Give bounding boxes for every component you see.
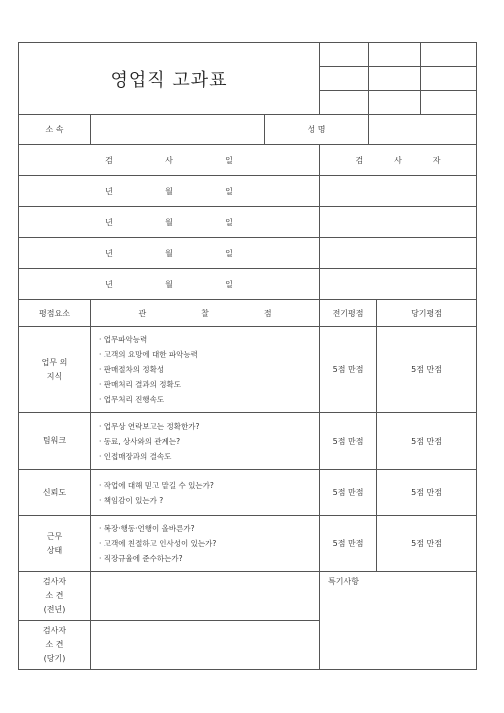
inspector-field[interactable] <box>320 269 477 300</box>
stamp-cell[interactable] <box>421 67 477 91</box>
curr-score-field[interactable]: 5점 만점 <box>377 470 477 516</box>
special-note-label: 특기사항 <box>328 577 359 586</box>
criterion-items: · 복장·행동·언행이 올바른가? · 고객에 친절하고 인사성이 있는가? · 직장규율에 준수하는가? <box>91 516 320 572</box>
element-header: 평점요소 <box>19 300 91 327</box>
criterion-items: · 업무상 연락보고는 정확한가? · 동료, 상사와의 관계는? · 인접매장과의 결속도 <box>91 413 320 470</box>
criterion-label: 신뢰도 <box>19 470 91 516</box>
opinion-label: 검사자 소 견 (당기) <box>19 621 91 670</box>
stamp-cell[interactable] <box>369 67 421 91</box>
stamp-cell[interactable] <box>320 43 369 67</box>
page-title: 영업직 고과표 <box>110 69 228 91</box>
curr-score-field[interactable]: 5점 만점 <box>377 327 477 413</box>
stamp-cell[interactable] <box>320 67 369 91</box>
curr-score-header: 당기평점 <box>377 300 477 327</box>
criterion-items: · 업무파악능력 · 고객의 요망에 대한 파악능력 · 판매절차의 정확성 · 판매처리 결과의 정확도 · 업무처리 진행속도 <box>91 327 320 413</box>
prev-score-field[interactable]: 5점 만점 <box>320 327 377 413</box>
prev-score-field[interactable]: 5점 만점 <box>320 516 377 572</box>
prev-score-field[interactable]: 5점 만점 <box>320 470 377 516</box>
form-table <box>18 42 477 670</box>
evaluation-form <box>18 42 476 670</box>
special-note-field[interactable] <box>320 572 477 670</box>
inspector-header: 검 사 자 <box>320 145 477 176</box>
title-cell <box>19 43 320 115</box>
inspect-date-header: 검 사 일 <box>19 145 320 176</box>
inspector-field[interactable] <box>320 238 477 269</box>
opinion-label: 검사자 소 견 (전년) <box>19 572 91 621</box>
curr-score-field[interactable]: 5점 만점 <box>377 516 477 572</box>
date-field[interactable]: 년 월 일 <box>19 176 320 207</box>
criterion-label: 업무 의 지식 <box>19 327 91 413</box>
criterion-items: · 작업에 대해 믿고 맡길 수 있는가? · 책임감이 있는가 ? <box>91 470 320 516</box>
curr-score-field[interactable]: 5점 만점 <box>377 413 477 470</box>
criterion-label: 근무 상태 <box>19 516 91 572</box>
stamp-cell[interactable] <box>421 43 477 67</box>
criterion-label: 팀워크 <box>19 413 91 470</box>
prev-score-header: 전기평점 <box>320 300 377 327</box>
date-field[interactable]: 년 월 일 <box>19 269 320 300</box>
date-field[interactable]: 년 월 일 <box>19 238 320 269</box>
stamp-cell[interactable] <box>369 43 421 67</box>
opinion-field-prev[interactable] <box>91 572 320 621</box>
affiliation-field[interactable] <box>91 115 265 145</box>
opinion-field-curr[interactable] <box>91 621 320 670</box>
inspector-field[interactable] <box>320 207 477 238</box>
name-label: 성 명 <box>265 115 369 145</box>
name-field[interactable] <box>369 115 477 145</box>
date-field[interactable]: 년 월 일 <box>19 207 320 238</box>
stamp-cell[interactable] <box>320 91 369 115</box>
stamp-cell[interactable] <box>369 91 421 115</box>
prev-score-field[interactable]: 5점 만점 <box>320 413 377 470</box>
inspector-field[interactable] <box>320 176 477 207</box>
observe-header: 관 찰 점 <box>91 300 320 327</box>
stamp-cell[interactable] <box>421 91 477 115</box>
affiliation-label: 소 속 <box>19 115 91 145</box>
